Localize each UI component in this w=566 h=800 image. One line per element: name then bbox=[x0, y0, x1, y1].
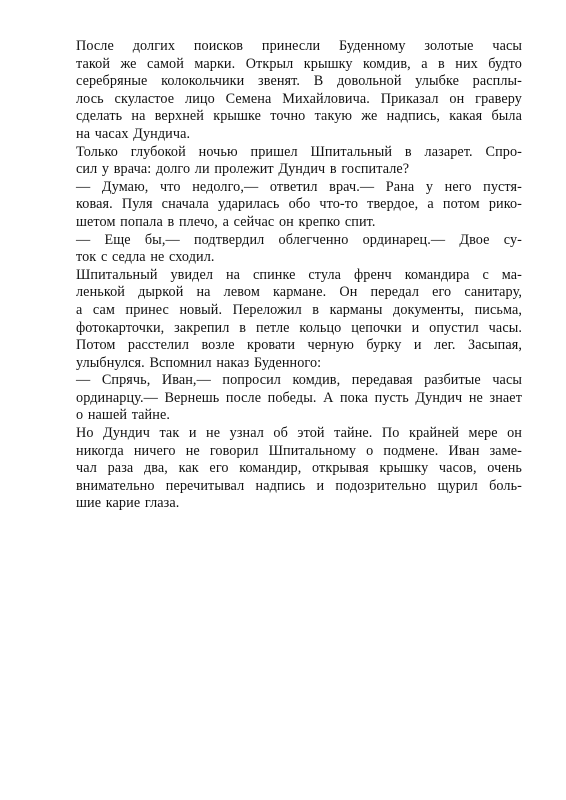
text-line: лось скуластое лицо Семена Михайловича. Приказал он граверу bbox=[76, 90, 522, 107]
text-line: а сам принес новый. Переложил в карманы документы, письма, bbox=[76, 301, 522, 318]
text-line: серебряные колокольчики звенят. В довольной улыбке расплы- bbox=[76, 73, 522, 90]
text-line: никогда ничего не говорил Шпитальному о подмене. Иван заме- bbox=[76, 442, 522, 459]
text-line: — Еще бы,— подтвердил облегченно ординарец.— Двое су- bbox=[76, 231, 522, 248]
text-line: ковая. Пуля сначала ударилась обо что-то твердое, а потом рико- bbox=[76, 196, 522, 213]
text-line: ленькой дыркой на левом кармане. Он передал его санитару, bbox=[76, 284, 522, 301]
text-line: — Спрячь, Иван,— попросил комдив, передавая разбитые часы bbox=[76, 372, 522, 389]
text-line: сделать на верхней крышке точно такую же надпись, какая была bbox=[76, 108, 522, 125]
text-line: Шпитальный увидел на спинке стула френч командира с ма- bbox=[76, 266, 522, 283]
text-line: ток с седла не сходил. bbox=[76, 249, 215, 266]
text-line: на часах Дундича. bbox=[76, 125, 191, 142]
text-line: о нашей тайне. bbox=[76, 407, 170, 424]
text-line: Но Дундич так и не узнал об этой тайне. По крайней мере он bbox=[76, 425, 522, 442]
text-line: шие карие глаза. bbox=[76, 495, 180, 512]
text-line: фотокарточки, закрепил в петле кольцо цепочки и опустил часы. bbox=[76, 319, 522, 336]
text-line: внимательно перечитывал надпись и подозрительно щурил боль- bbox=[76, 477, 522, 494]
text-line: После долгих поисков принесли Буденному золотые часы bbox=[76, 38, 522, 54]
text-line: — Думаю, что недолго,— ответил врач.— Рана у него пустя- bbox=[76, 178, 522, 195]
page-text bbox=[76, 38, 522, 513]
text-line: чал раза два, как его командир, открывая крышку часов, очень bbox=[76, 460, 522, 477]
text-line: шетом попала в плечо, а сейчас он крепко спит. bbox=[76, 213, 376, 230]
text-line: улыбнулся. Вспомнил наказ Буденного: bbox=[76, 354, 322, 371]
text-line: ординарцу.— Вернешь после победы. А пока пусть Дундич не знает bbox=[76, 389, 522, 406]
text-line: Только глубокой ночью пришел Шпитальный в лазарет. Спро- bbox=[76, 143, 522, 160]
text-line: сил у врача: долго ли пролежит Дундич в госпитале? bbox=[76, 161, 410, 178]
text-line: Потом расстелил возле кровати черную бурку и лег. Засыпая, bbox=[76, 337, 522, 354]
text-line: такой же самой марки. Открыл крышку комдив, а в них будто bbox=[76, 55, 522, 72]
